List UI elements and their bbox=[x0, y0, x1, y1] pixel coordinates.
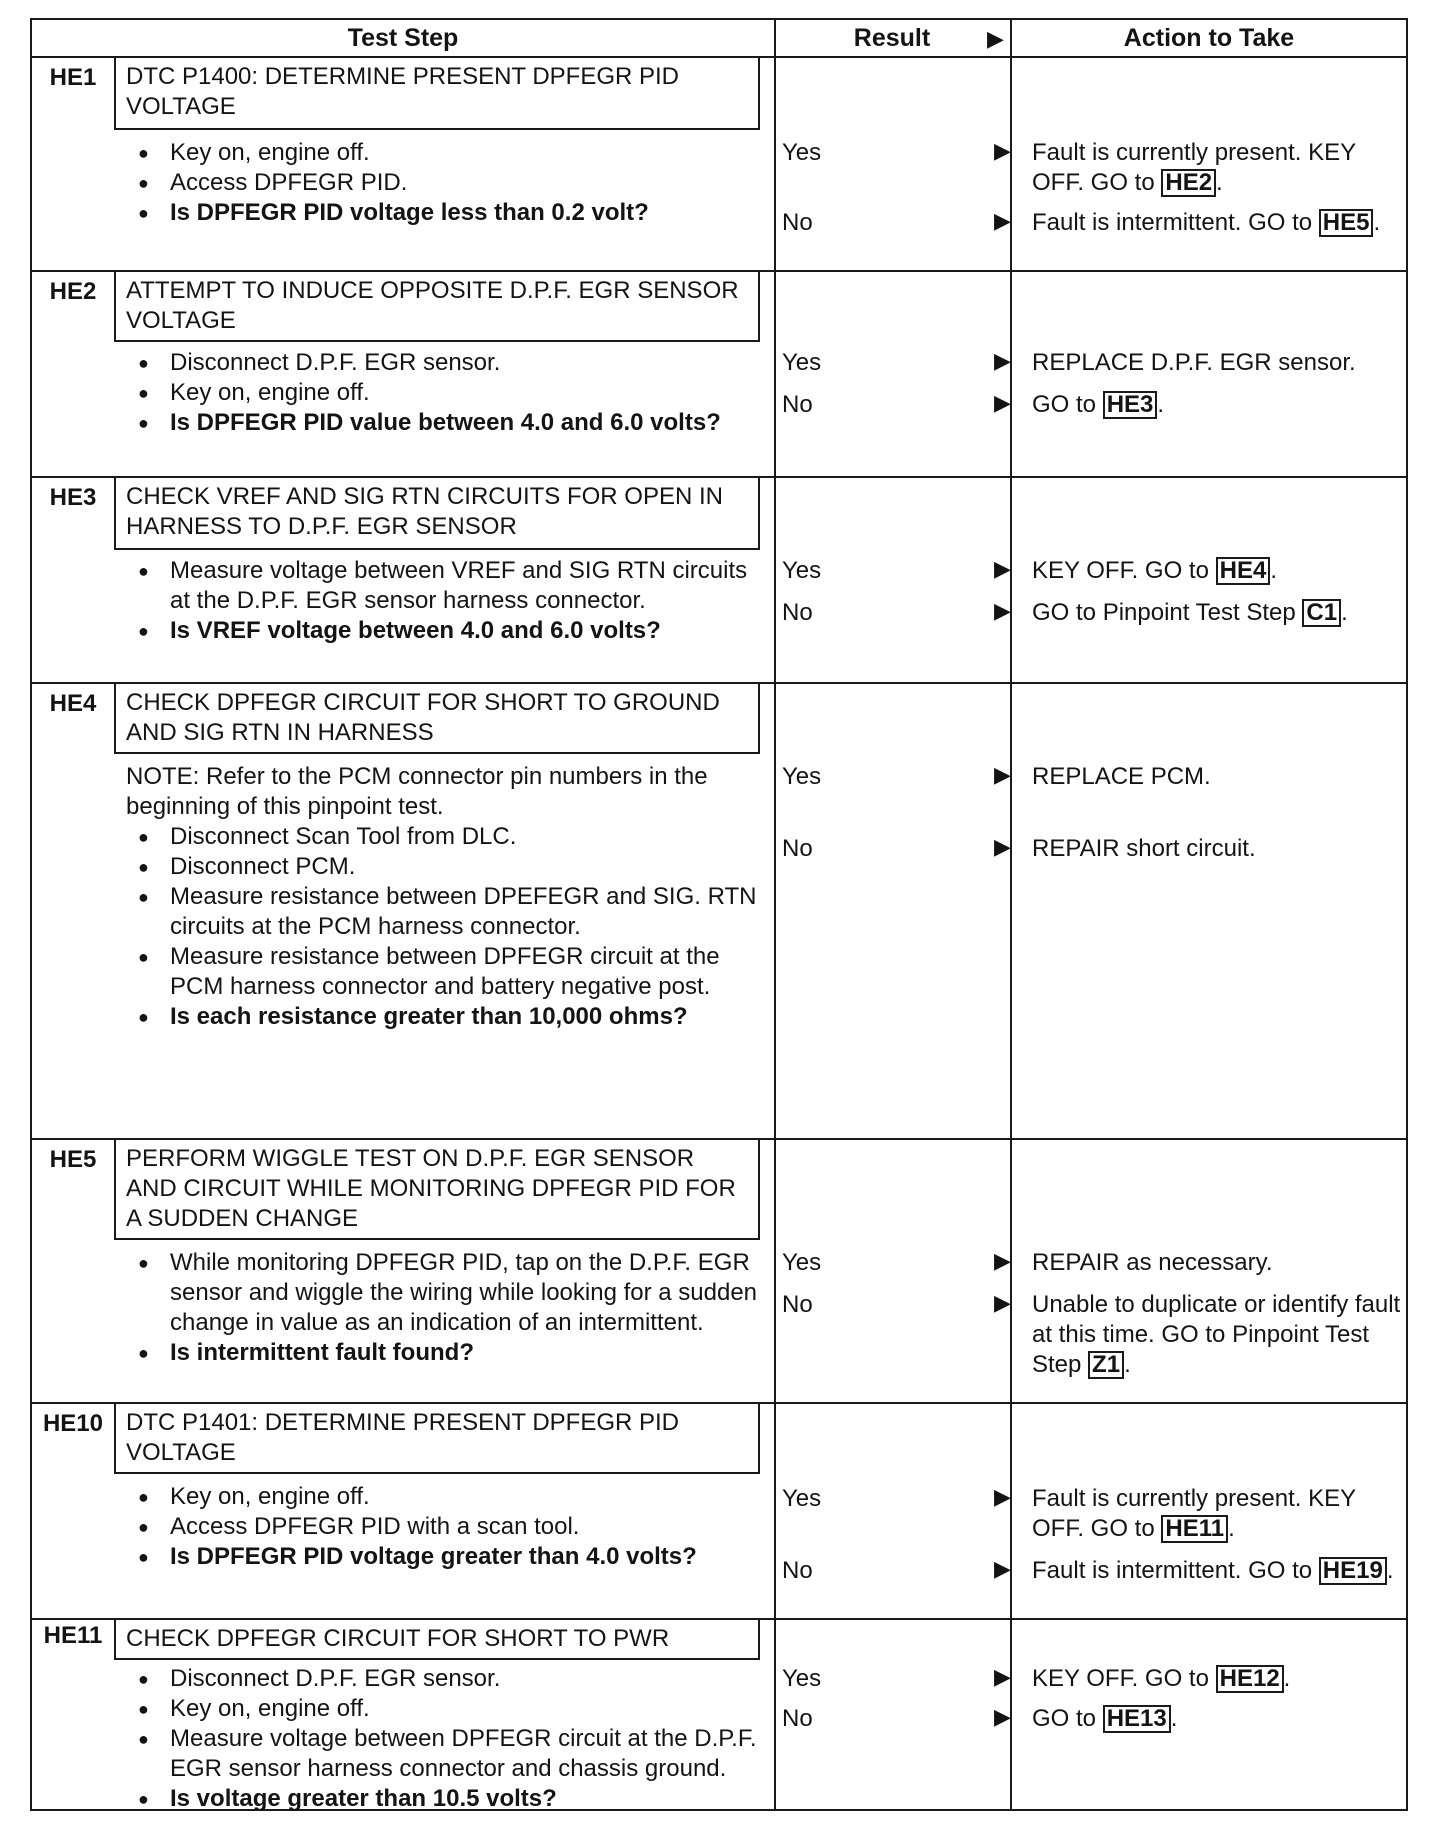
step-question: ● Is intermittent fault found? bbox=[126, 1338, 760, 1368]
action-yes: KEY OFF. GO to HE4 . bbox=[1032, 557, 1277, 584]
result-no: No bbox=[782, 1705, 813, 1732]
result-yes: Yes bbox=[782, 1249, 822, 1276]
bullet-item: ● Access DPFEGR PID. bbox=[126, 168, 760, 198]
result-yes: Yes bbox=[782, 763, 822, 790]
bullet-item: ● Key on, engine off. bbox=[126, 138, 760, 168]
step-he11 bbox=[32, 1620, 1406, 1811]
step-question: ● Is DPFEGR PID voltage less than 0.2 volt? bbox=[126, 198, 760, 228]
header-action: Action to Take bbox=[1010, 20, 1408, 58]
step-question: ● Is each resistance greater than 10,000 ohms? bbox=[126, 1002, 760, 1032]
action-no: GO to Pinpoint Test Step C1 . bbox=[1032, 599, 1348, 626]
result-yes: Yes bbox=[782, 557, 822, 584]
step-question: ● Is DPFEGR PID voltage greater than 4.0 volts? bbox=[126, 1542, 760, 1572]
step-id: HE2 bbox=[49, 278, 97, 305]
action-text: Fault is intermittent. GO to bbox=[1032, 209, 1313, 236]
step-reference-link[interactable]: HE19 bbox=[1319, 1557, 1387, 1585]
step-reference-link[interactable]: HE4 bbox=[1216, 557, 1271, 585]
result-no: No bbox=[782, 835, 813, 862]
action-yes bbox=[1032, 348, 1402, 378]
step-body bbox=[114, 348, 760, 438]
step-he5 bbox=[32, 1140, 1406, 1404]
action-text: Unable to duplicate or identify fault at this time. GO to Pinpoint Test Step bbox=[1032, 1291, 1401, 1378]
bullet-item: ● Measure voltage between VREF and SIG RTN circuits at the D.P.F. EGR sensor harness connector. bbox=[126, 556, 760, 616]
action-text: KEY OFF. GO to bbox=[1032, 1665, 1209, 1692]
arrow-icon: ▶ bbox=[994, 1484, 1011, 1509]
bullet-item: ● Disconnect D.P.F. EGR sensor. bbox=[126, 1664, 760, 1694]
bullet-item: ● Measure resistance between DPFEGR circuit at the PCM harness connector and battery negative post. bbox=[126, 942, 760, 1002]
action-no: GO to HE3 . bbox=[1032, 391, 1165, 418]
result-no: No bbox=[782, 599, 813, 626]
action-no: Unable to duplicate or identify fault at this time. GO to Pinpoint Test Step Z1 . bbox=[1032, 1291, 1401, 1378]
action-text: Fault is intermittent. GO to bbox=[1032, 1557, 1313, 1584]
step-body bbox=[114, 1248, 760, 1368]
result-no: No bbox=[782, 1291, 813, 1318]
header-result-label: Result bbox=[853, 23, 931, 52]
action-no: REPAIR short circuit. bbox=[1032, 835, 1256, 862]
bullet-item: ● Disconnect D.P.F. EGR sensor. bbox=[126, 348, 760, 378]
arrow-icon: ▶ bbox=[994, 1704, 1011, 1729]
arrow-icon: ▶ bbox=[994, 208, 1011, 233]
arrow-icon: ▶ bbox=[994, 1664, 1011, 1689]
step-he4 bbox=[32, 684, 1406, 1140]
bullet-item: ● Disconnect Scan Tool from DLC. bbox=[126, 822, 760, 852]
arrow-icon: ▶ bbox=[994, 1556, 1011, 1581]
step-reference-link[interactable]: HE3 bbox=[1103, 391, 1158, 419]
step-note: NOTE: Refer to the PCM connector pin numbers in the beginning of this pinpoint test. bbox=[126, 763, 708, 820]
arrow-icon: ▶ bbox=[994, 598, 1011, 623]
step-id: HE4 bbox=[49, 690, 97, 717]
action-text: GO to bbox=[1032, 391, 1097, 418]
arrow-icon: ▶ bbox=[994, 834, 1011, 859]
arrow-icon: ▶ bbox=[994, 556, 1011, 581]
bullet-item: ● Disconnect PCM. bbox=[126, 852, 760, 882]
step-question: ● Is VREF voltage between 4.0 and 6.0 volts? bbox=[126, 616, 760, 646]
action-yes: REPLACE PCM. bbox=[1032, 763, 1211, 790]
bullet-item: ● Measure resistance between DPEFEGR and SIG. RTN circuits at the PCM harness connector. bbox=[126, 882, 760, 942]
step-body bbox=[114, 1664, 760, 1814]
header-arrow-icon: ▶ bbox=[987, 26, 1004, 51]
result-no: No bbox=[782, 209, 813, 236]
step-question: ● Is voltage greater than 10.5 volts? bbox=[126, 1784, 760, 1814]
step-reference-link[interactable]: HE11 bbox=[1161, 1515, 1228, 1543]
action-text: Fault is currently present. KEY OFF. GO to bbox=[1032, 1485, 1356, 1542]
bullet-item: ● Key on, engine off. bbox=[126, 1482, 760, 1512]
action-yes: REPAIR as necessary. bbox=[1032, 1249, 1273, 1276]
bullet-item: ● Access DPFEGR PID with a scan tool. bbox=[126, 1512, 760, 1542]
header-result bbox=[774, 20, 1010, 58]
bullet-item: ● Measure voltage between DPFEGR circuit at the D.P.F. EGR sensor harness connector and chassis ground. bbox=[126, 1724, 760, 1784]
step-title: DTC P1400: DETERMINE PRESENT DPFEGR PID VOLTAGE bbox=[114, 58, 760, 130]
step-he10 bbox=[32, 1404, 1406, 1620]
step-id: HE5 bbox=[49, 1146, 97, 1173]
step-title: PERFORM WIGGLE TEST ON D.P.F. EGR SENSOR AND CIRCUIT WHILE MONITORING DPFEGR PID FOR A SUDDEN CHANGE bbox=[114, 1140, 760, 1240]
action-yes: KEY OFF. GO to HE12 . bbox=[1032, 1665, 1291, 1692]
step-title: CHECK DPFEGR CIRCUIT FOR SHORT TO PWR bbox=[114, 1620, 760, 1660]
arrow-icon: ▶ bbox=[994, 762, 1011, 787]
action-yes: Fault is currently present. KEY OFF. GO to HE2 . bbox=[1032, 139, 1356, 196]
step-id: HE11 bbox=[43, 1622, 103, 1649]
action-text: REPLACE D.P.F. EGR sensor. bbox=[1032, 349, 1356, 376]
bullet-item: ● Key on, engine off. bbox=[126, 1694, 760, 1724]
arrow-icon: ▶ bbox=[994, 1248, 1011, 1273]
step-reference-link[interactable]: HE2 bbox=[1161, 169, 1216, 197]
step-question: ● Is DPFEGR PID value between 4.0 and 6.0 volts? bbox=[126, 408, 760, 438]
step-body bbox=[114, 762, 760, 1032]
result-yes: Yes bbox=[782, 349, 822, 376]
step-reference-link[interactable]: C1 bbox=[1302, 599, 1341, 627]
step-id: HE3 bbox=[49, 484, 97, 511]
step-title: CHECK VREF AND SIG RTN CIRCUITS FOR OPEN IN HARNESS TO D.P.F. EGR SENSOR bbox=[114, 478, 760, 550]
step-reference-link[interactable]: HE13 bbox=[1103, 1705, 1171, 1733]
arrow-icon: ▶ bbox=[994, 348, 1011, 373]
arrow-icon: ▶ bbox=[994, 138, 1011, 163]
step-id: HE10 bbox=[42, 1410, 104, 1437]
step-title: CHECK DPFEGR CIRCUIT FOR SHORT TO GROUND AND SIG RTN IN HARNESS bbox=[114, 684, 760, 754]
step-body bbox=[114, 138, 760, 228]
action-text: GO to bbox=[1032, 1705, 1097, 1732]
result-yes: Yes bbox=[782, 1485, 822, 1512]
action-no: Fault is intermittent. GO to HE5 . bbox=[1032, 209, 1381, 236]
action-no: GO to HE13 . bbox=[1032, 1705, 1178, 1732]
bullet-item: ● While monitoring DPFEGR PID, tap on the D.P.F. EGR sensor and wiggle the wiring while looking for a sudden change in value as an indication of an intermittent. bbox=[126, 1248, 760, 1338]
step-he2 bbox=[32, 272, 1406, 478]
step-id: HE1 bbox=[49, 64, 97, 91]
arrow-icon: ▶ bbox=[994, 390, 1011, 415]
action-no: Fault is intermittent. GO to HE19 . bbox=[1032, 1557, 1394, 1584]
step-body bbox=[114, 556, 760, 646]
step-reference-link[interactable]: HE5 bbox=[1319, 209, 1374, 237]
action-text: Fault is currently present. KEY OFF. GO to bbox=[1032, 139, 1356, 196]
result-yes: Yes bbox=[782, 139, 822, 166]
diagnostic-table bbox=[30, 18, 1408, 1811]
step-reference-link[interactable]: HE12 bbox=[1216, 1665, 1284, 1693]
step-he1 bbox=[32, 58, 1406, 272]
arrow-icon: ▶ bbox=[994, 1290, 1011, 1315]
bullet-item: ● Key on, engine off. bbox=[126, 378, 760, 408]
result-yes: Yes bbox=[782, 1665, 822, 1692]
step-body bbox=[114, 1482, 760, 1572]
action-text: GO to Pinpoint Test Step bbox=[1032, 599, 1296, 626]
step-title: DTC P1401: DETERMINE PRESENT DPFEGR PID VOLTAGE bbox=[114, 1404, 760, 1474]
result-no: No bbox=[782, 391, 813, 418]
step-reference-link[interactable]: Z1 bbox=[1088, 1351, 1124, 1379]
action-text: KEY OFF. GO to bbox=[1032, 557, 1209, 584]
step-title: ATTEMPT TO INDUCE OPPOSITE D.P.F. EGR SENSOR VOLTAGE bbox=[114, 272, 760, 342]
header-test-step: Test Step bbox=[32, 20, 774, 58]
action-yes: Fault is currently present. KEY OFF. GO to HE11 . bbox=[1032, 1485, 1356, 1542]
step-he3 bbox=[32, 478, 1406, 684]
result-no: No bbox=[782, 1557, 813, 1584]
